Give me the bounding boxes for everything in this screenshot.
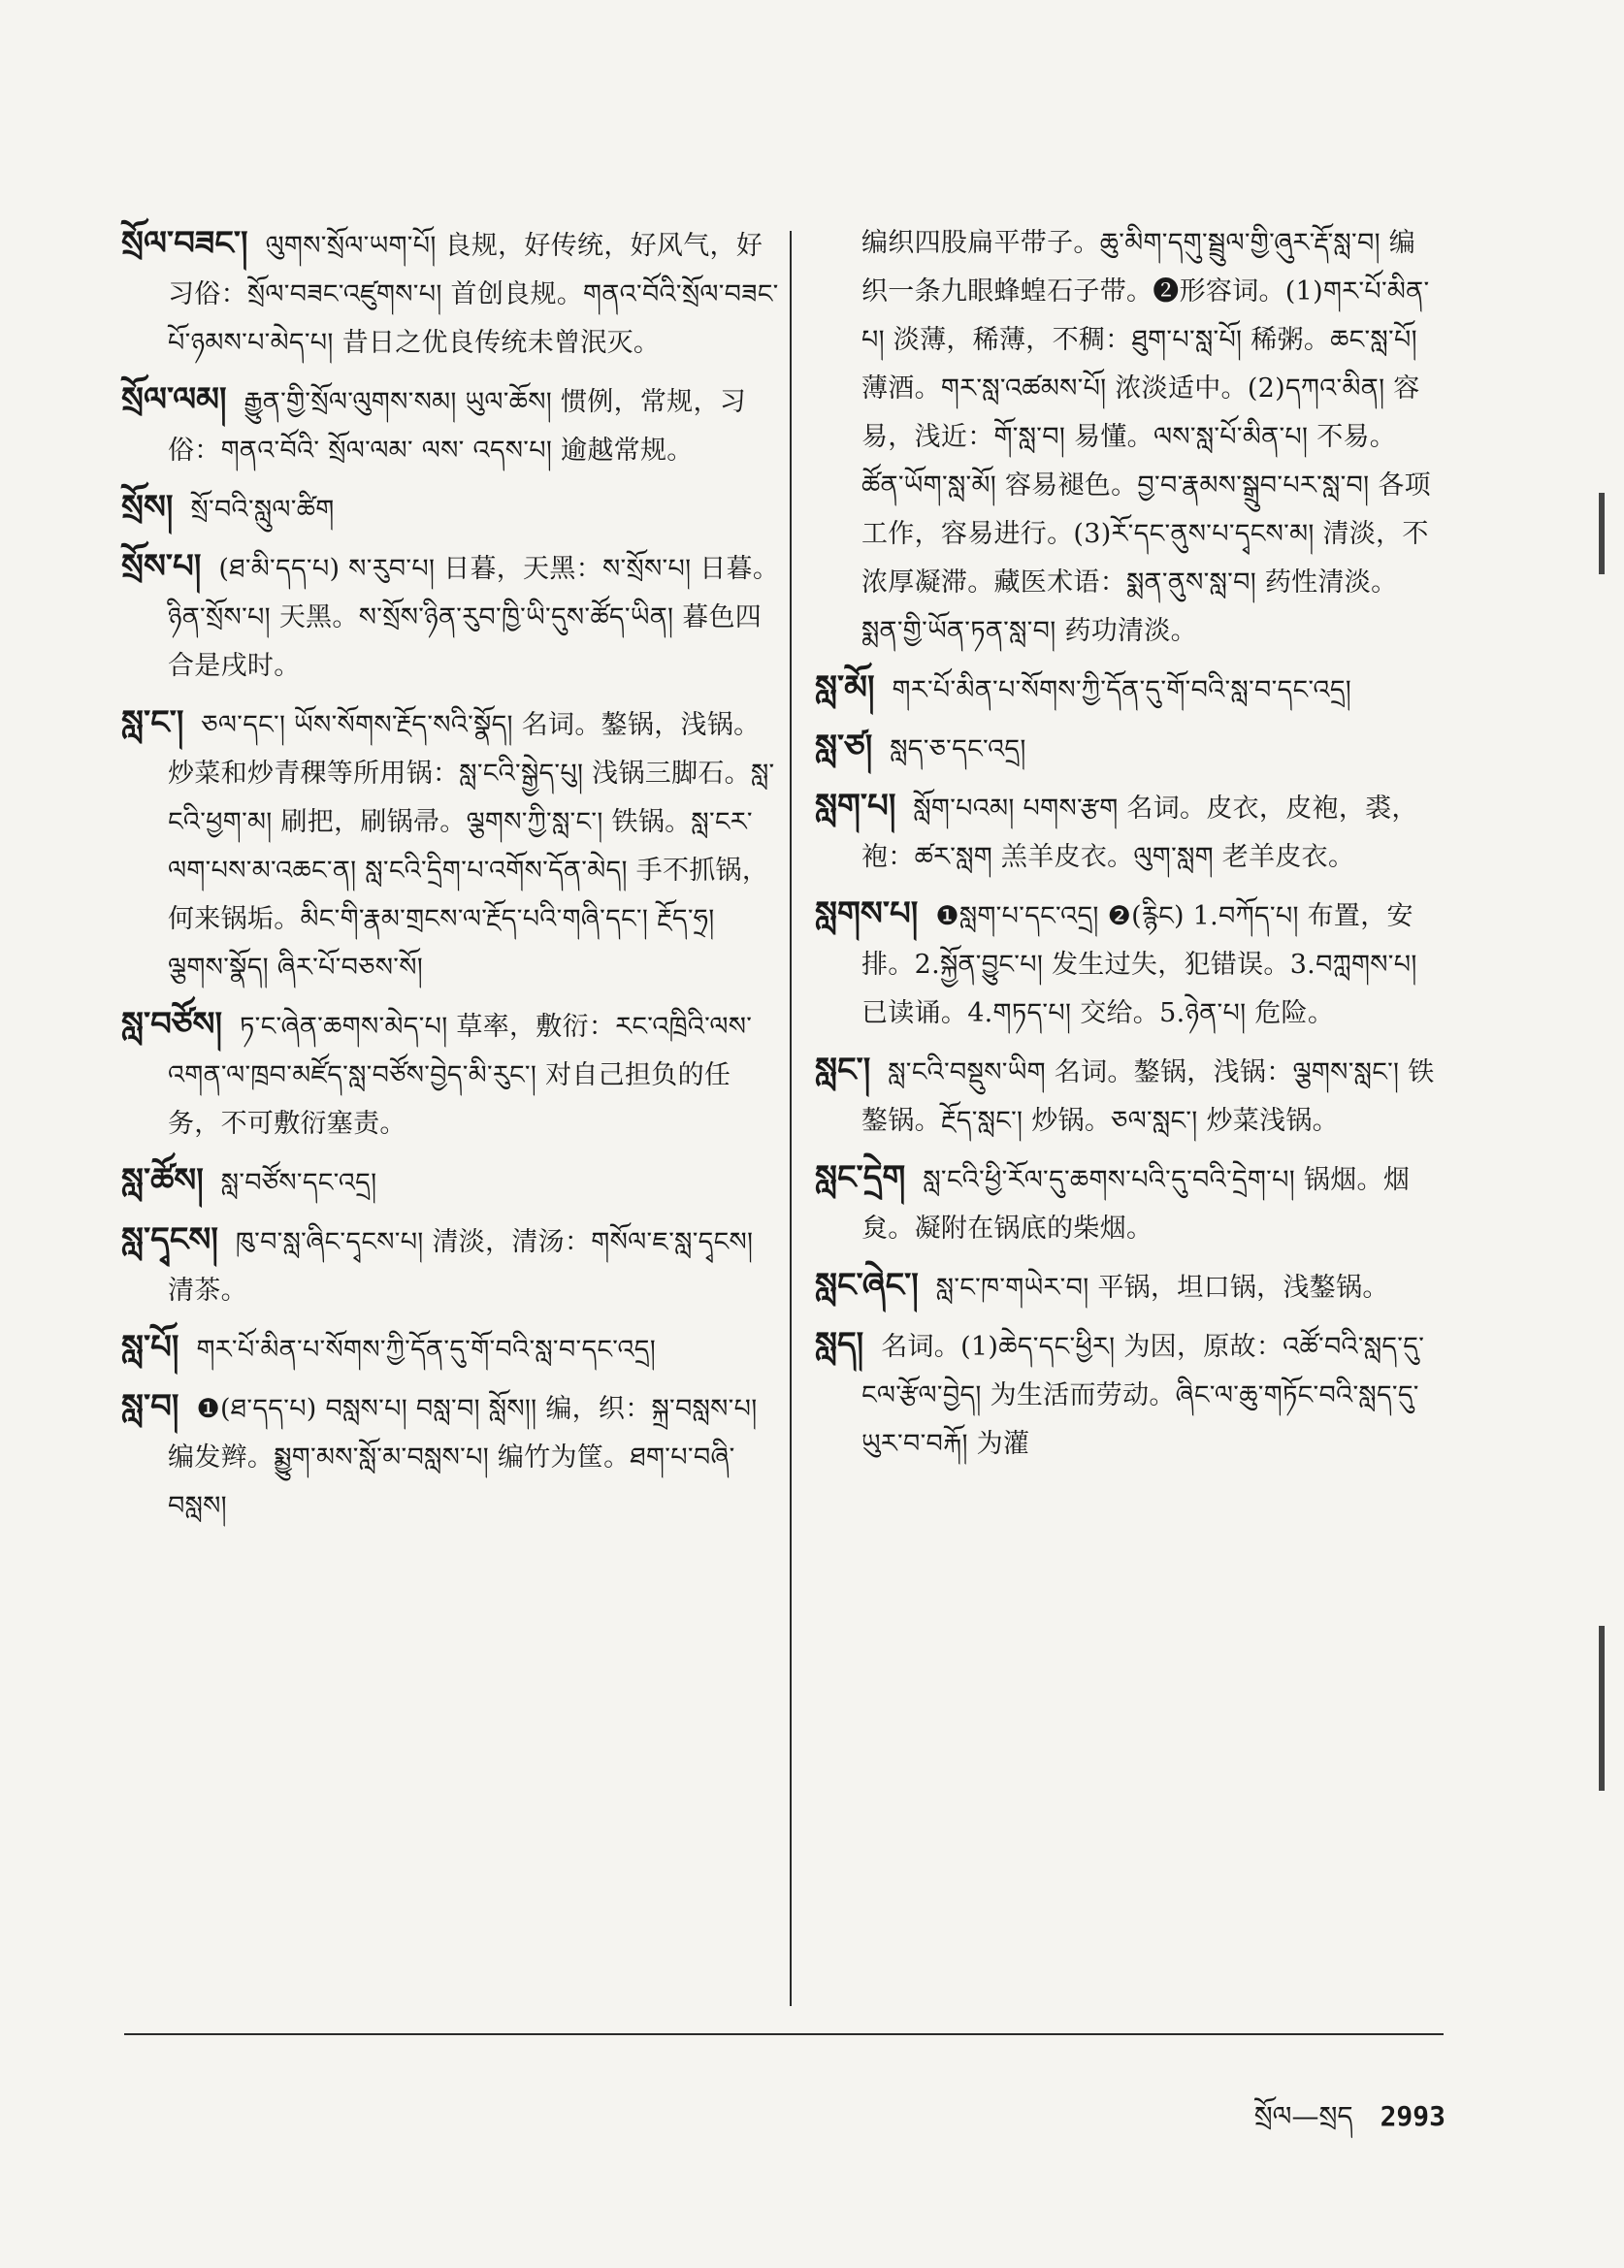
dictionary-entry (121, 1215, 781, 1315)
definition: གར་པོ་མིན་པ་སོགས་ཀྱི་དོན་དུ་གོ་བའི་སླ་བ་དང་འདྲ། (892, 675, 1352, 705)
definition: སླ་ངའི་ཕྱི་རོལ་དུ་ཆགས་པའི་དུ་བའི་དྲེག་པ། 锅烟。烟炱。凝附在锅底的柴烟。 (861, 1165, 1411, 1244)
running-head: སྲོལ—སྲད (1253, 2100, 1353, 2132)
definition: གར་པོ་མིན་པ་སོགས་ཀྱི་དོན་དུ་གོ་བའི་སླ་བ་དང་འདྲ། (196, 1335, 656, 1365)
dictionary-entry (815, 723, 1436, 774)
headword: སླ་ཙ། (815, 728, 873, 766)
page-footer (1135, 2086, 1445, 2162)
dictionary-entry (815, 890, 1436, 1038)
headword: སླ་པོ། (121, 1328, 179, 1367)
headword: སྲོས་པ། (121, 547, 202, 586)
dictionary-entry (815, 664, 1436, 715)
dictionary-entry (121, 698, 781, 992)
definition: སླ་ང་ཁ་གཡེར་བ། 平锅，坦口锅，浅鏊锅。 (935, 1273, 1389, 1303)
left-entry-list (121, 219, 781, 1531)
definition: ཅལ་དང་། ཡོས་སོགས་རྔོད་སའི་སྣོད། 名词。鏊锅，浅锅。炒菜和炒青稞等所用锅：སླ་ངའི་སྒྱེད་པུ། 浅锅三脚石。སླ་ངའི་ཕྱག་མ། 刷把，刷锅帚。ལྕགས་ཀྱི་སླ་ང་། 铁锅。སླ་ངར་ལག་པས་མ་འཆང་ན། སླ་ངའི་དྲིག་པ་འགོས་དོན་མེད། 手不抓锅，何来锅垢。མིང་གི་རྣམ་གྲངས་ལ་རྔོད་པའི་གཞི་དང་། རྔོད་ཧྲ། ལྕགས་སྣོད། ཞིར་པོ་བཅས་སོ། (168, 710, 775, 983)
headword: སྲོལ་བཟང་། (121, 224, 248, 263)
right-column (815, 219, 1436, 1476)
definition: ❶(ཐ་དད་པ) བསླས་པ། བསླ་བ། སློས།། 编，织：སྐྲ་བསླས་པ། 编发辫。སྨྱུག་མས་སློ་མ་བསླས་པ། 编竹为筐。ཐག་པ་བཞི་བསླས། (168, 1394, 758, 1521)
headword: སླད། (815, 1325, 864, 1364)
headword: སླ་དྭངས། (121, 1220, 218, 1259)
dictionary-entry (815, 1046, 1436, 1146)
scan-edge-mark (1599, 493, 1605, 574)
definition: སླད་ཅ་དང་འདྲ། (890, 734, 1026, 764)
headword: སླ་བ། (121, 1387, 179, 1426)
headword: སླ་བཙོས། (121, 1005, 223, 1044)
definition: ལུགས་སྲོལ་ཡག་པོ། 良规，好传统，好风气，好习俗：སྲོལ་བཟང་འཛུགས་པ། 首创良规。གནའ་བོའི་སྲོལ་བཟང་པོ་ཉམས་པ་མེད་པ། 昔日之优良传统未曾泯灭。 (168, 231, 779, 358)
column-divider (790, 231, 792, 2006)
headword: སླ་མོ། (815, 668, 875, 707)
dictionary-entry (121, 219, 781, 368)
headword: སླང་། (815, 1051, 871, 1089)
dictionary-entry (815, 1153, 1436, 1253)
right-entry-list (815, 219, 1436, 1469)
dictionary-entry (815, 782, 1436, 882)
dictionary-entry (121, 483, 781, 535)
dictionary-entry (121, 1323, 781, 1375)
left-column (121, 219, 781, 1539)
definition: ཁུ་བ་སླ་ཞིང་དྭངས་པ། 清淡，清汤：གསོལ་ཇ་སླ་དྭངས། 清茶。 (168, 1227, 754, 1306)
dictionary-entry (121, 375, 781, 475)
dictionary-entry (815, 219, 1436, 656)
headword: སྲོས། (121, 488, 174, 527)
definition: སླ་བཙོས་དང་འདྲ། (220, 1168, 377, 1198)
page-number: 2993 (1380, 2100, 1445, 2132)
definition: 名词。(1)ཆེད་དང་ཕྱིར། 为因，原故：འཚོ་བའི་སླད་དུ་ངལ་རྩོལ་བྱེད། 为生活而劳动。ཞིང་ལ་ཆུ་གཏོང་བའི་སླད་དུ་ཡུར་བ་བརྐོ། 为灌 (861, 1332, 1425, 1459)
dictionary-entry (121, 1156, 781, 1208)
dictionary-entry (121, 1382, 781, 1531)
headword: སླང་དྲེག (815, 1158, 906, 1197)
definition: སླ་ངའི་བསྡུས་ཡིག 名词。鏊锅，浅锅：ལྕགས་སླང་། 铁鏊锅。རྔོད་སླང་། 炒锅。ཅལ་སླང་། 炒菜浅锅。 (861, 1057, 1435, 1136)
dictionary-entry (815, 1320, 1436, 1469)
definition: རྒྱུན་གྱི་སྲོལ་ལུགས་སམ། ཡུལ་ཆོས། 惯例，常规，习俗：གནའ་བོའི་ སྲོལ་ལམ་ ལས་ འདས་པ། 逾越常规。 (168, 387, 747, 466)
headword: སླ་ང་། (121, 703, 184, 742)
definition: ཏ་ང་ཞེན་ཆགས་མེད་པ། 草率，敷衍：རང་འཁྲིའི་ལས་འགན་ལ་ཁྲབ་མཛོད་སླ་བཙོས་བྱེད་མི་རུང་། 对自己担负的任务，不可敷衍塞责。 (168, 1012, 753, 1139)
footer-rule (124, 2033, 1444, 2035)
dictionary-entry (815, 1261, 1436, 1312)
definition: སྲོ་བའི་སླུལ་ཚིག (190, 495, 335, 525)
headword: སླང་ཞེང་། (815, 1266, 919, 1305)
headword: སླ་ཚོས། (121, 1161, 204, 1200)
definition: (ཐ་མི་དད་པ) ས་རུབ་པ། 日暮，天黑：ས་སྲོས་པ། 日暮。ཉིན་སྲོས་པ། 天黑。ས་སྲོས་ཉིན་རུབ་ཁྱི་ཡི་དུས་ཚོད་ཡིན། 暮色四合是戌时。 (168, 554, 780, 681)
headword: སླགས་པ། (815, 894, 919, 933)
headword: སླག་པ། (815, 787, 896, 826)
dictionary-entry (121, 542, 781, 691)
definition: 编织四股扁平带子。ཆུ་མིག་དགུ་སྦྲུལ་གྱི་ཞུར་རྡོ་སླ་བ། 编织一条九眼蜂蝗石子带。❷形容词。(1)གར་པོ་མིན་པ། 淡薄，稀薄，不稠：ཐུག་པ་སླ་པོ། 稀粥。ཆང་སླ་པོ། 薄酒。གར་སླ་འཚམས་པོ། 浓淡适中。(2)དཀའ་མིན། 容易，浅近：གོ་སླ་བ། 易懂。ལས་སླ་པོ་མིན་པ། 不易。ཚོན་ཡོག་སླ་མོ། 容易褪色。བྱ་བ་རྣམས་སྒྲུབ་པར་སླ་བ། 各项工作，容易进行。(3)རོ་དང་ནུས་པ་དྭངས་མ། 清淡，不浓厚凝滞。藏医术语：སྨན་ནུས་སླ་བ། 药性清淡。སྨན་གྱི་ཡོན་ཏན་སླ་བ། 药功清淡。 (861, 228, 1431, 646)
definition: ❶སླག་པ་དང་འདྲ། ❷(རྙིང) 1.བཀོད་པ། 布置，安排。2.སྐྱོན་བྱུང་པ། 发生过失，犯错误。3.བཀླགས་པ། 已读诵。4.གཏད་པ། 交给。5.ཉེན་པ། 危险。 (861, 901, 1417, 1028)
definition: སློག་པའམ། པགས་རྩག 名词。皮衣，皮袍，裘，袍：ཚར་སླག 羔羊皮衣。ལུག་སླག 老羊皮衣。 (861, 794, 1418, 872)
headword: སྲོལ་ལམ། (121, 380, 227, 419)
dictionary-entry (121, 1000, 781, 1149)
scan-edge-mark (1599, 1626, 1605, 1791)
